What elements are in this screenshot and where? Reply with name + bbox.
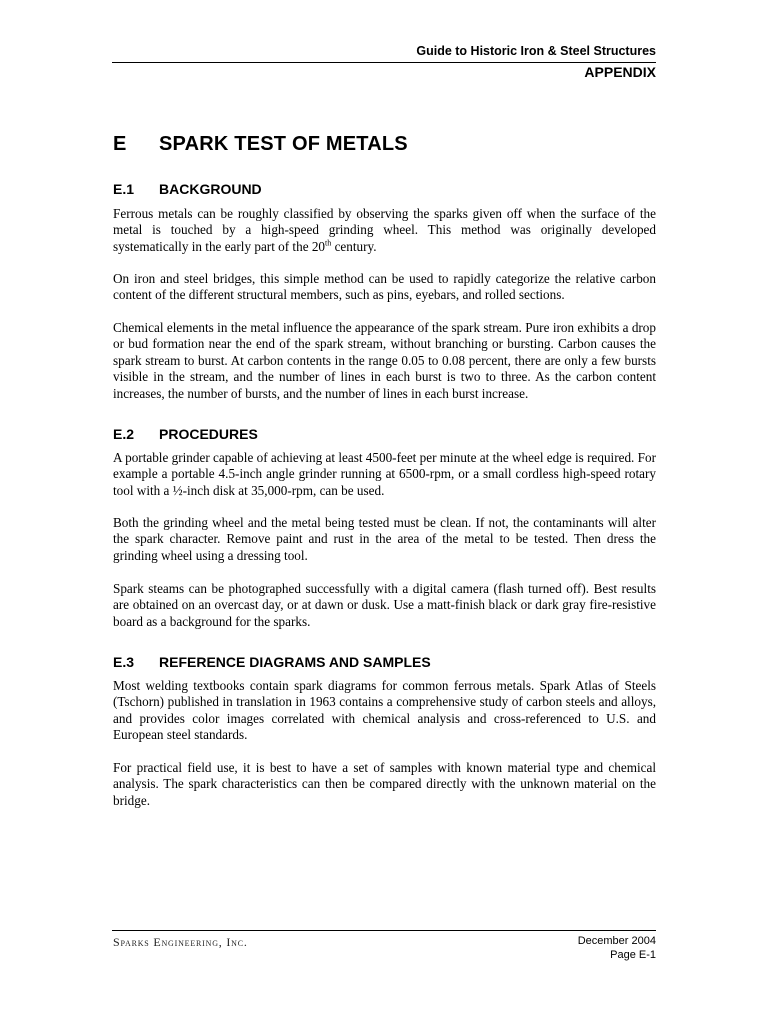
chapter-title: SPARK TEST OF METALS (159, 133, 408, 155)
paragraph-reference-1: Most welding textbooks contain spark diagrams for common ferrous metals. Spark Atlas of Steels (Tschorn) published in translation in 1963 contains a comprehensive study of carbon steels and alloys, and provides color images correlated with chemical analysis and cross-referenced to U.S. and European steel standards. (113, 678, 656, 743)
paragraph-procedures-3: Spark steams can be photographed successfully with a digital camera (flash turned off). Best results are obtained on an overcast day, or at dawn or dusk. Use a matt-finish black or dark gray fire-resistive board as a background for the sparks. (113, 581, 656, 629)
chapter-heading (113, 133, 408, 156)
running-header-title: Guide to Historic Iron & Steel Structures (416, 44, 656, 58)
section-number: E.1 (113, 181, 135, 197)
paragraph-reference-2: For practical field use, it is best to have a set of samples with known material type and chemical analysis. The spark characteristics can then be compared directly with the unknown material on the bridge. (113, 760, 656, 808)
section-heading-reference (113, 654, 431, 670)
header-rule (112, 62, 656, 63)
running-header-section: APPENDIX (584, 64, 656, 80)
chapter-number: E (113, 133, 127, 155)
paragraph-procedures-2: Both the grinding wheel and the metal being tested must be clean. If not, the contaminants will alter the spark character. Remove paint and rust in the area of the metal to be tested. Then dress the grinding wheel using a dressing tool. (113, 515, 656, 563)
section-title: REFERENCE DIAGRAMS AND SAMPLES (159, 654, 431, 670)
footer-company: Sparks Engineering, Inc. (113, 935, 248, 949)
section-heading-background (113, 181, 262, 197)
footer-page-number: Page E-1 (610, 949, 656, 961)
section-number: E.2 (113, 426, 135, 442)
footer-date: December 2004 (577, 935, 656, 947)
section-title: BACKGROUND (159, 181, 262, 197)
superscript: th (325, 238, 332, 248)
section-number: E.3 (113, 654, 135, 670)
paragraph-background-3: Chemical elements in the metal influence the appearance of the spark stream. Pure iron exhibits a drop or bud formation near the end of the spark stream, without branching or bursting. Carbon causes the spark stream to burst. At carbon contents in the range 0.05 to 0.08 percent, there are only a few bursts visible in the stream, and the number of lines in each burst is two to three. As the carbon content increases, the number of bursts, and the number of lines in each burst increase. (113, 320, 656, 401)
paragraph-background-2: On iron and steel bridges, this simple method can be used to rapidly categorize the relative carbon content of the different structural members, such as pins, eyebars, and rolled sections. (113, 271, 656, 303)
paragraph-procedures-1: A portable grinder capable of achieving at least 4500-feet per minute at the wheel edge is required. For example a portable 4.5-inch angle grinder running at 6500-rpm, or a small cordless high-speed rotary tool with a ½-inch disk at 35,000-rpm, can be used. (113, 450, 656, 498)
footer-info (578, 934, 656, 962)
footer-rule (112, 930, 656, 931)
section-heading-procedures (113, 426, 258, 442)
section-title: PROCEDURES (159, 426, 258, 442)
paragraph-background-1: Ferrous metals can be roughly classified by observing the sparks given off when the surface of the metal is touched by a high-speed grinding wheel. This method was originally developed systematically in the early part of the 20th century. (113, 206, 656, 254)
